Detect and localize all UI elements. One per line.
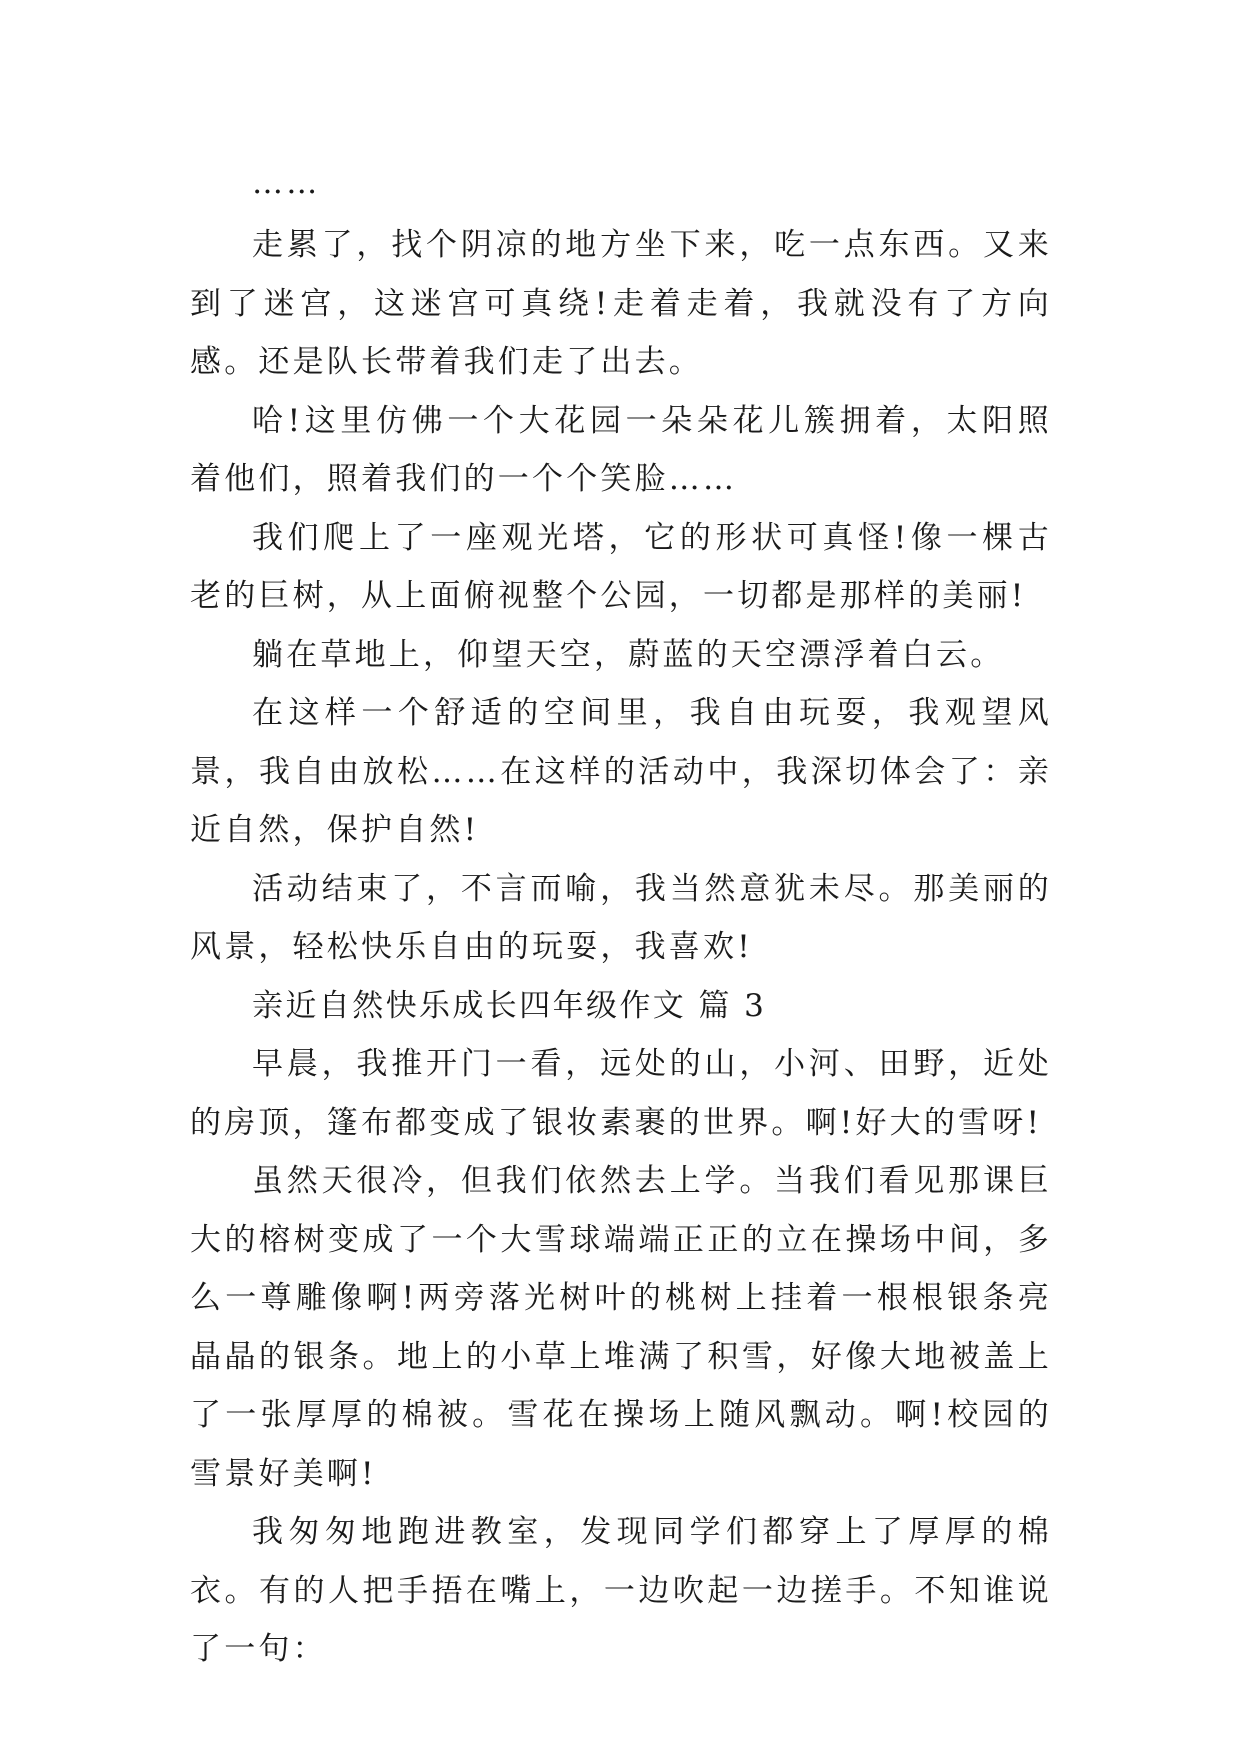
paragraph: 我匆匆地跑进教室，发现同学们都穿上了厚厚的棉衣。有的人把手捂在嘴上，一边吹起一边搓手。不知谁说了一句： (190, 1514, 1052, 1667)
paragraph: 我们爬上了一座观光塔，它的形状可真怪!像一棵古老的巨树，从上面俯视整个公园，一切都是那样的美丽! (190, 519, 1052, 614)
section-heading: 亲近自然快乐成长四年级作文 篇 3 (252, 987, 767, 1024)
document-body (190, 158, 1052, 1679)
paragraph: 哈!这里仿佛一个大花园一朵朵花儿簇拥着，太阳照着他们，照着我们的一个个笑脸…… (190, 402, 1052, 497)
paragraph: 活动结束了，不言而喻，我当然意犹未尽。那美丽的风景，轻松快乐自由的玩耍，我喜欢! (190, 870, 1052, 965)
paragraph: 虽然天很冷，但我们依然去上学。当我们看见那课巨大的榕树变成了一个大雪球端端正正的立在操场中间，多么一尊雕像啊!两旁落光树叶的桃树上挂着一根根银条亮晶晶的银条。地上的小草上堆满了积雪，好像大地被盖上了一张厚厚的棉被。雪花在操场上随风飘动。啊!校园的雪景好美啊! (190, 1163, 1052, 1492)
paragraph: 走累了，找个阴凉的地方坐下来，吃一点东西。又来到了迷宫，这迷宫可真绕!走着走着，我就没有了方向感。还是队长带着我们走了出去。 (190, 227, 1052, 380)
paragraph: 躺在草地上，仰望天空，蔚蓝的天空漂浮着白云。 (252, 636, 1005, 673)
paragraph: 早晨，我推开门一看，远处的山，小河、田野，近处的房顶，篷布都变成了银妆素裹的世界。啊!好大的雪呀! (190, 1046, 1052, 1141)
paragraph: 在这样一个舒适的空间里，我自由玩耍，我观望风景，我自由放松……在这样的活动中，我深切体会了：亲近自然，保护自然! (190, 695, 1052, 848)
paragraph-ellipsis: …… (252, 165, 321, 201)
